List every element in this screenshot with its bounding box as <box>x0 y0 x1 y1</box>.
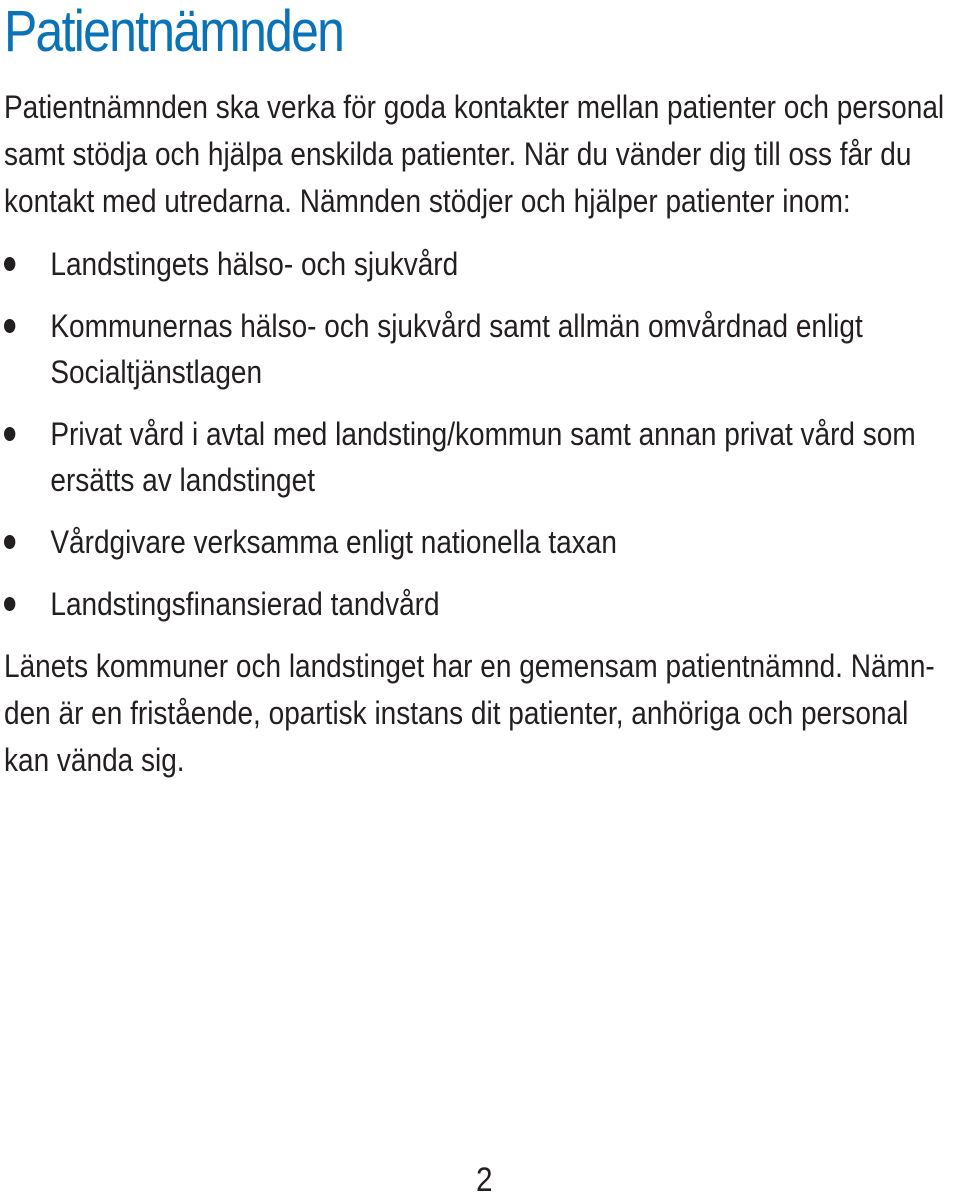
list-item <box>4 519 945 565</box>
list-item-text: Landstingets hälso- och sjukvård <box>50 246 459 282</box>
bullet-icon <box>4 427 15 441</box>
list-item-text: Kommunernas hälso- och sjukvård samt allmän omvårdnad enligt Socialtjänstlagen <box>50 308 863 390</box>
page-number: 2 <box>476 1161 493 1199</box>
document-body <box>4 84 945 784</box>
intro-paragraph: Patientnämnden ska verka för goda kontakter mellan patienter och personal samt stödja och hjälpa enskilda patienter. När du vänder dig till oss får du kontakt med utredarna. Nämnden stödjer och hjälper patienter inom: <box>4 89 945 219</box>
list-item <box>4 411 945 503</box>
bullet-icon <box>4 597 15 611</box>
bullet-icon <box>4 535 15 549</box>
list-item <box>4 581 945 627</box>
list-item-text: Privat vård i avtal med landsting/kommun samt annan privat vård som ersätts av landstinget <box>50 416 916 498</box>
list-item-text: Vårdgivare verksamma enligt nationella taxan <box>50 524 617 560</box>
bullet-icon <box>4 319 15 333</box>
page-title: Patientnämnden <box>4 0 344 64</box>
bullet-icon <box>4 257 15 271</box>
bullet-list <box>4 241 945 627</box>
list-item <box>4 241 945 287</box>
list-item <box>4 303 945 395</box>
list-item-text: Landstingsfinansierad tandvård <box>50 586 440 622</box>
closing-paragraph: Länets kommuner och landstinget har en gemensam patientnämnd. Nämnden är en fristående, opartisk instans dit patienter, anhöriga och personal kan vända sig. <box>4 648 935 778</box>
